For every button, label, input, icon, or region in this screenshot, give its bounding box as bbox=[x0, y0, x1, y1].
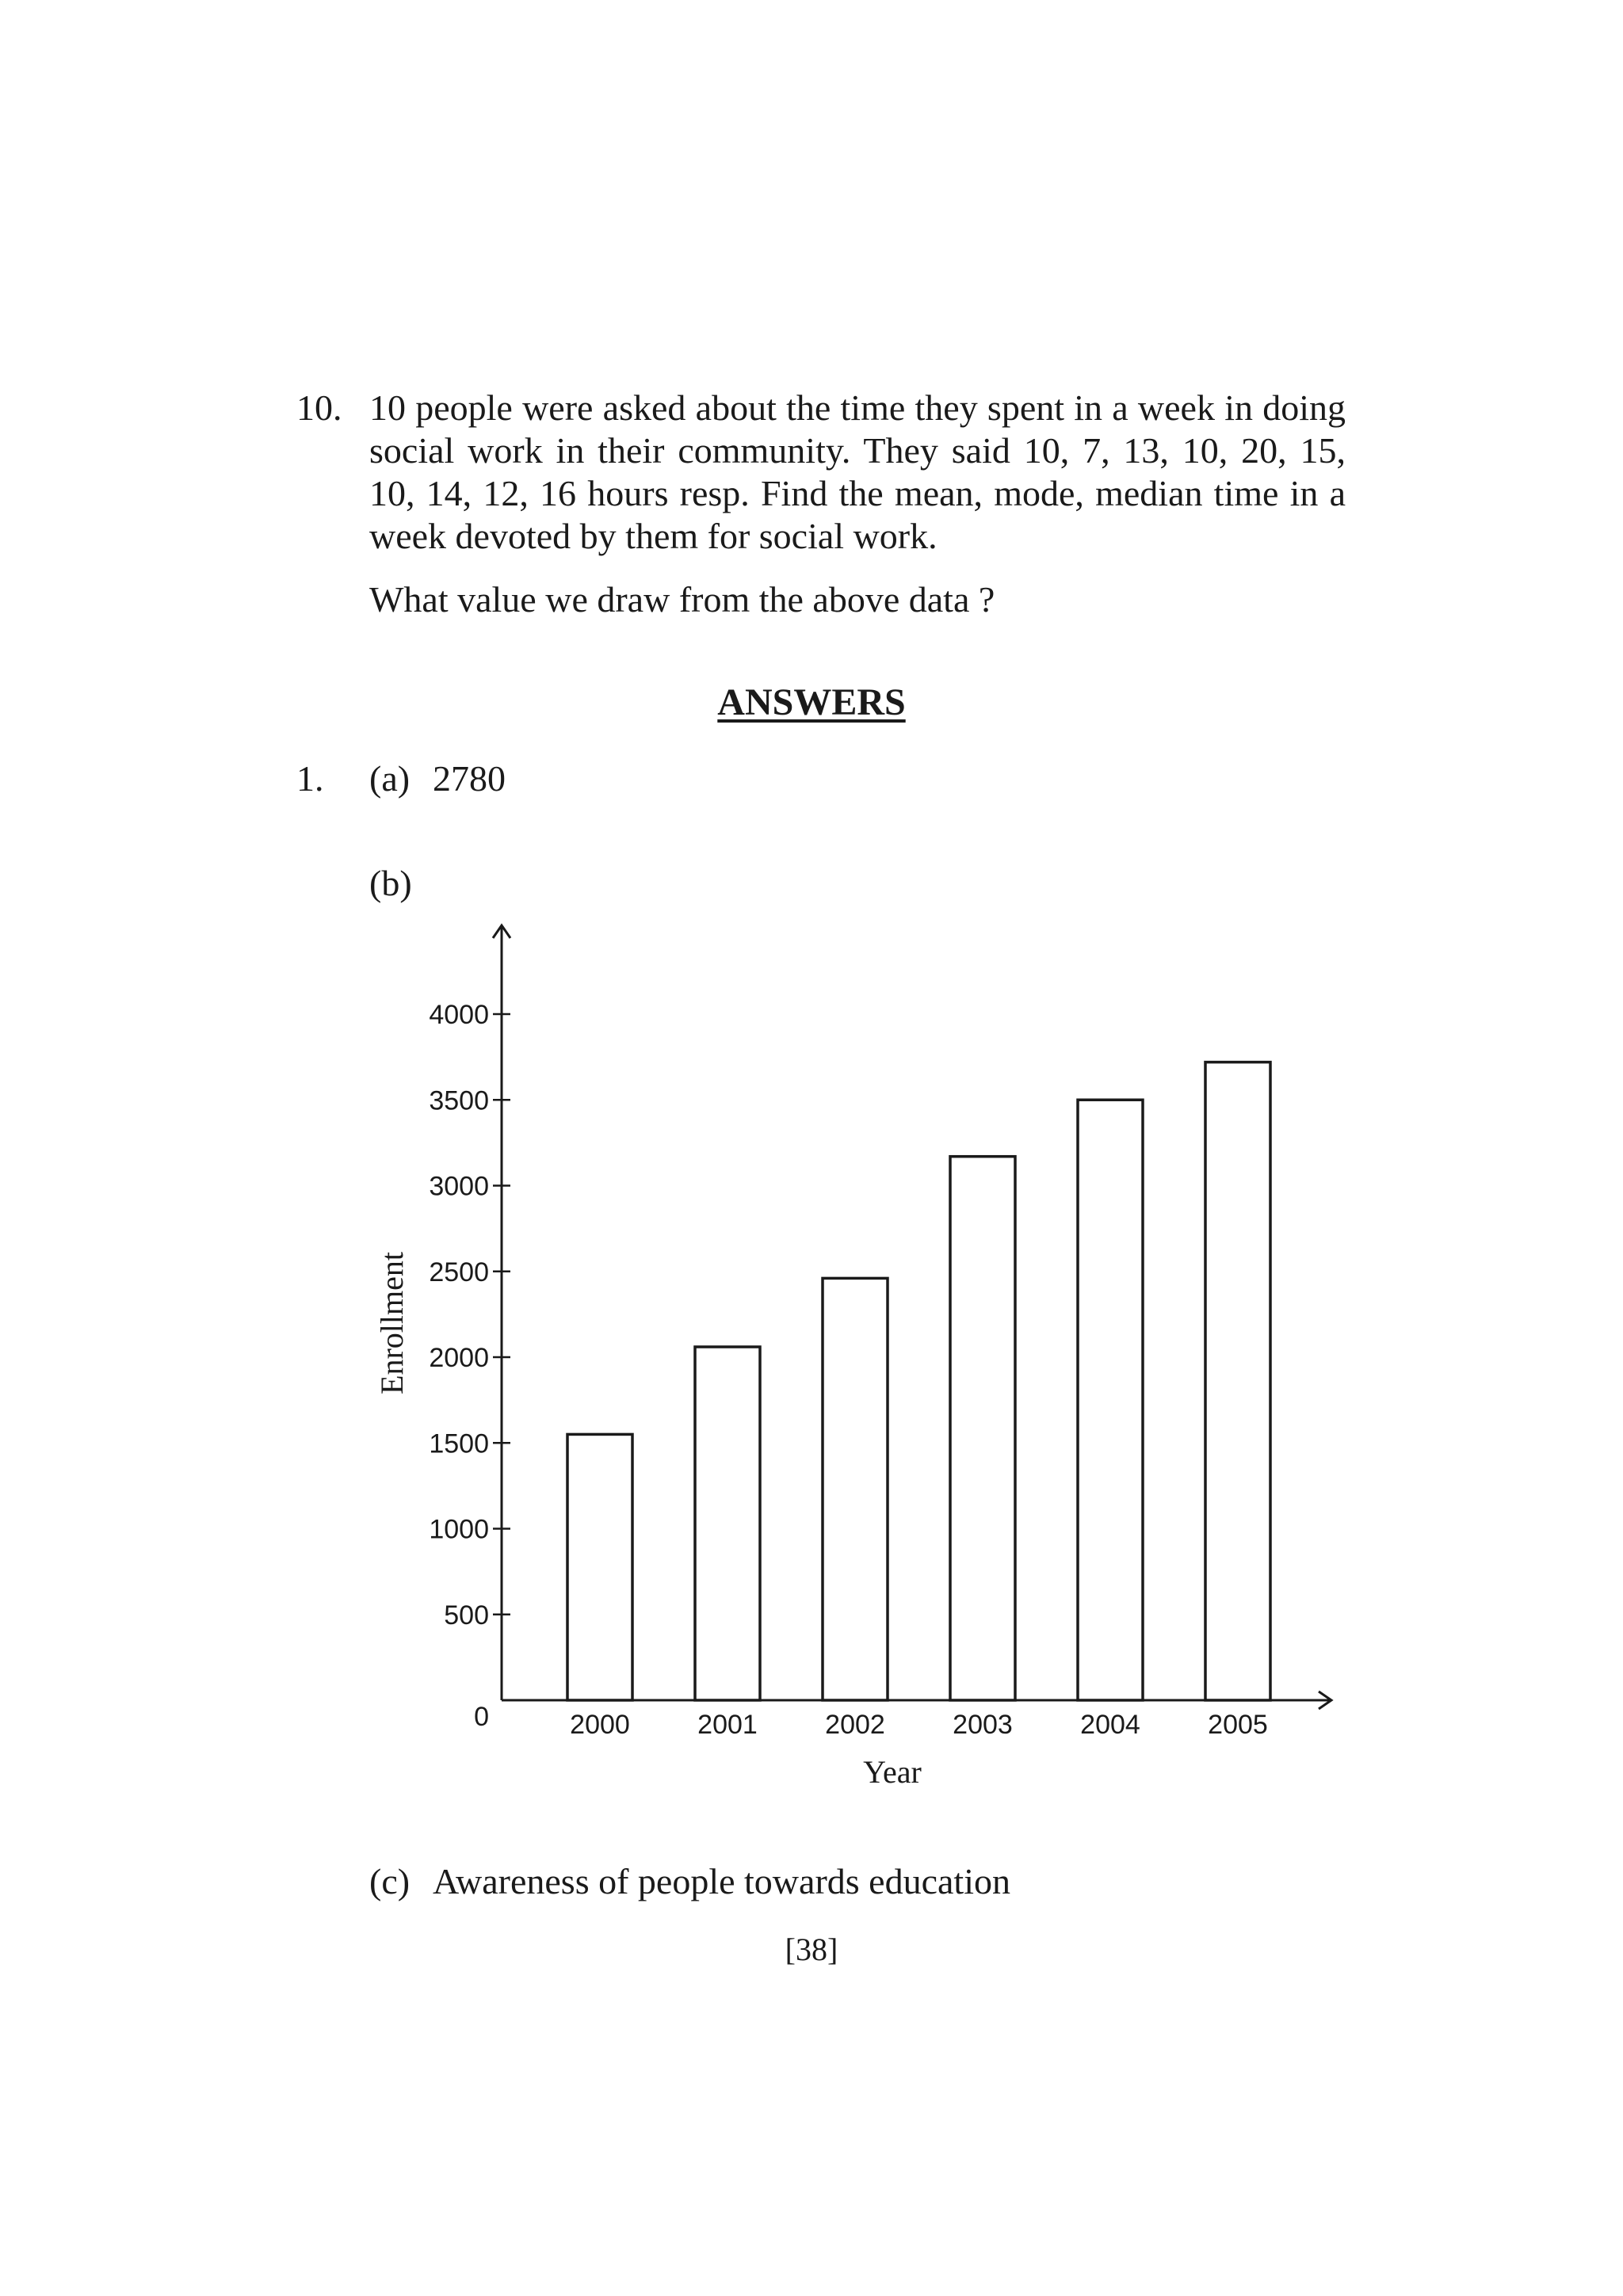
bar bbox=[567, 1434, 632, 1700]
y-tick-label: 3000 bbox=[429, 1171, 489, 1202]
x-tick-label: 2003 bbox=[953, 1710, 1013, 1740]
y-tick-label: 1000 bbox=[429, 1514, 489, 1545]
y-axis-title: Enrollment bbox=[374, 1252, 410, 1394]
x-tick-label: 2004 bbox=[1080, 1710, 1140, 1740]
bar bbox=[1078, 1100, 1143, 1700]
question-number: 10. bbox=[296, 387, 342, 428]
bar bbox=[950, 1157, 1015, 1700]
part-a-answer: 2780 bbox=[433, 758, 506, 799]
y-tick-label: 3500 bbox=[429, 1085, 489, 1116]
part-c-answer: Awareness of people towards education bbox=[433, 1861, 1010, 1901]
x-tick-label: 2000 bbox=[570, 1710, 630, 1740]
part-a-label: (a) bbox=[369, 758, 411, 799]
y-tick-label: 0 bbox=[474, 1702, 489, 1732]
y-tick-label: 2000 bbox=[429, 1343, 489, 1373]
answer-item-number: 1. bbox=[296, 758, 324, 799]
x-tick-label: 2001 bbox=[697, 1710, 758, 1740]
value-question: What value we draw from the above data ? bbox=[369, 579, 995, 620]
x-axis-title: Year bbox=[863, 1754, 922, 1790]
bar bbox=[695, 1347, 760, 1700]
y-tick-label: 1500 bbox=[429, 1428, 489, 1459]
y-tick-label: 4000 bbox=[429, 1000, 489, 1030]
x-tick-label: 2005 bbox=[1208, 1710, 1268, 1740]
bar bbox=[1205, 1062, 1270, 1700]
part-b-label: (b) bbox=[369, 863, 412, 903]
answers-heading: ANSWERS bbox=[717, 681, 906, 723]
question-text: 10 people were asked about the time they spent in a week in doing social work in their community. They said 10, 7, 13, 10, 20, 15, 10, 14, 12, 16 hours resp. Find the mean, mode, median time in a week devoted by them for social work. bbox=[369, 387, 1346, 556]
page-number: [38] bbox=[785, 1932, 838, 1967]
bar bbox=[823, 1278, 888, 1700]
part-c-label: (c) bbox=[369, 1861, 411, 1901]
y-tick-label: 500 bbox=[444, 1600, 489, 1630]
y-tick-label: 2500 bbox=[429, 1257, 489, 1287]
answer-part-c bbox=[369, 1860, 1010, 1903]
x-tick-label: 2002 bbox=[825, 1710, 885, 1740]
